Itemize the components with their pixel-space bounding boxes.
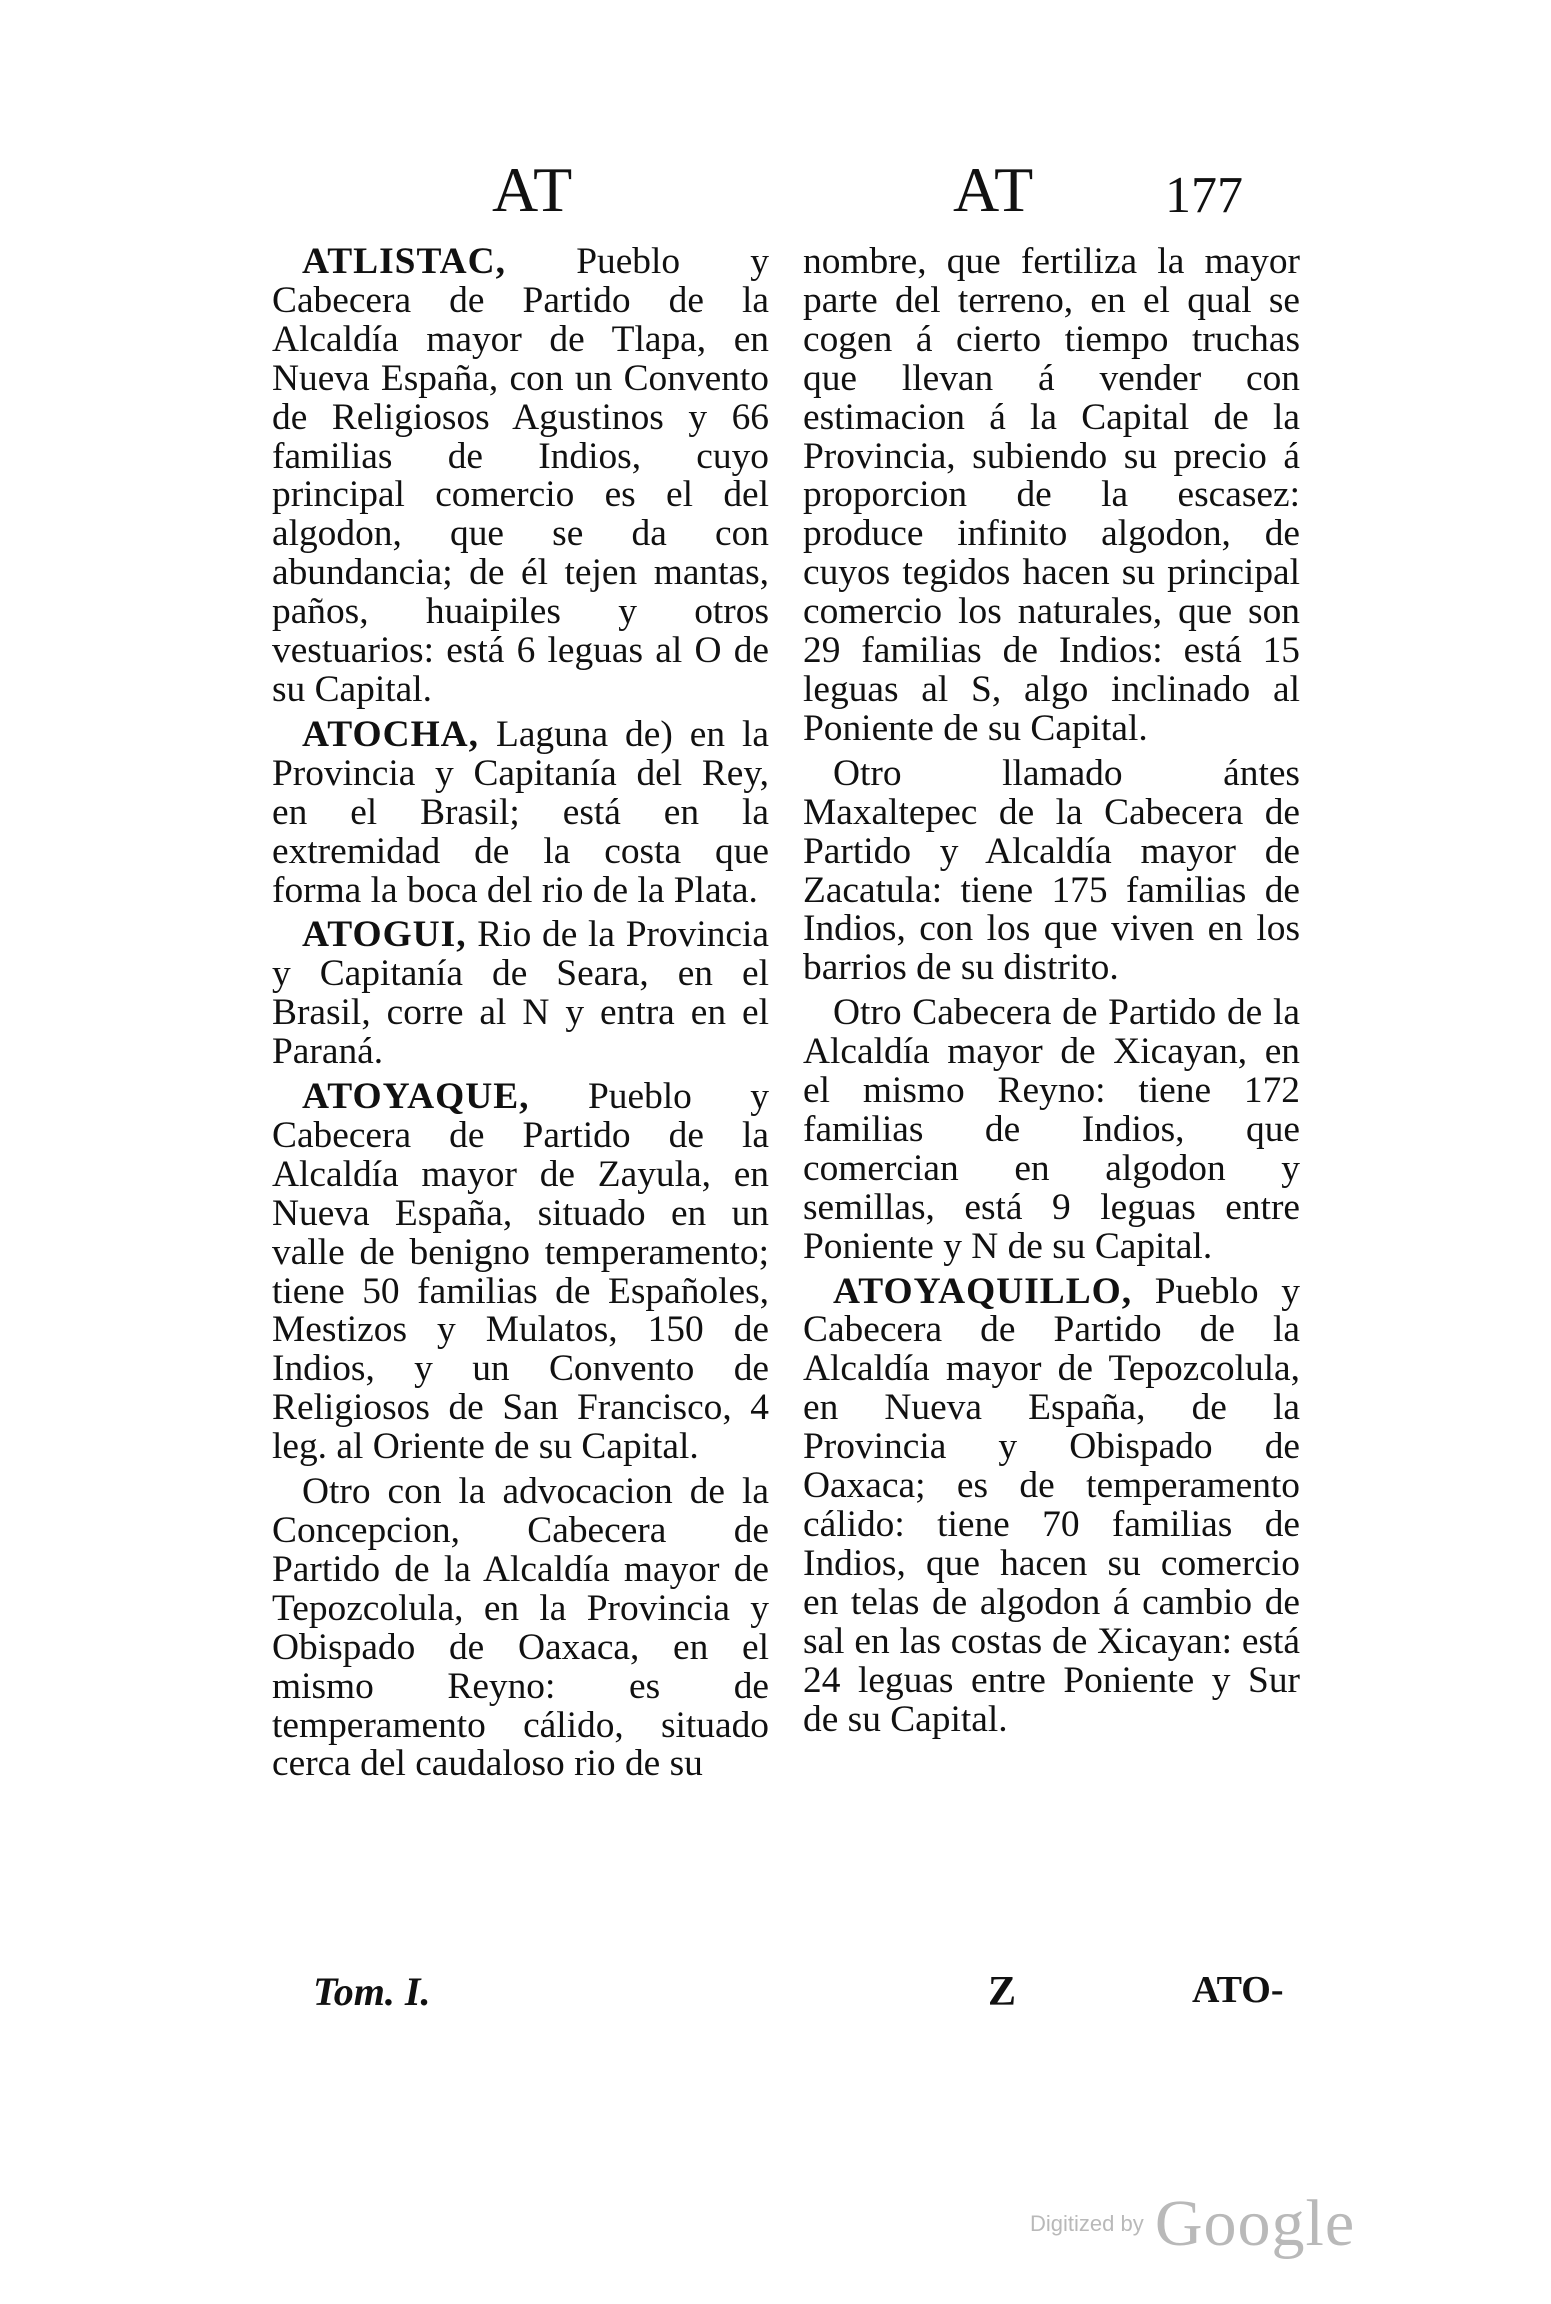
right-column: [803, 243, 1300, 1745]
entry-atoyaque: [272, 1078, 769, 1467]
entry-text: Otro llamado ántes Maxaltepec de la Cabecera de Partido y Alcaldía mayor de Zacatula: tiene 175 familias de Indios, con los que viven en los barrios de su distrito.: [803, 752, 1300, 989]
entry-text: Otro con la advocacion de la Concepcion, Cabecera de Partido de la Alcaldía mayor de Tepozcolula, en la Provincia y Obispado de Oaxaca, en el mismo Reyno: es de temperamento cálido, situado cerca del caudaloso rio de su: [272, 1471, 769, 1785]
headword: ATLISTAC,: [302, 241, 506, 282]
entry-text: Otro Cabecera de Partido de la Alcaldía mayor de Xicayan, en el mismo Reyno: tiene 172 familias de Indios, que comercian en algodon y semillas, está 9 leguas entre Poniente y N de su Capital.: [803, 992, 1300, 1267]
left-column: [272, 243, 769, 1790]
entry-text: Pueblo y Cabecera de Partido de la Alcaldía mayor de Tlapa, en Nueva España, con un Convento de Religiosos Agustinos y 66 familias de Indios, cuyo principal comercio es el del algodon, que se da con abundancia; de él tejen mantas, paños, huaipiles y otros vestuarios: está 6 leguas al O de su Capital.: [272, 241, 769, 710]
entry-atocha: [272, 713, 769, 911]
entry-text: nombre, que fertiliza la mayor parte del terreno, en el qual se cogen á cierto tiempo truchas que llevan á vender con estimacion á la Capital de la Provincia, subiendo su precio á proporcion de la escasez: produce infinito algodon, de cuyos tegidos hacen su principal comercio los naturales, que son 29 familias de Indios: está 15 leguas al S, algo inclinado al Poniente de su Capital.: [803, 241, 1300, 749]
entry-atoyaquillo: [803, 1270, 1300, 1740]
page-number: 177: [1165, 167, 1243, 224]
entry-text: Rio de la Provincia y Capitanía de Seara, en el Brasil, corre al N y entra en el Paraná.: [272, 914, 769, 1073]
entry-continuation: [803, 243, 1300, 749]
running-head-left: AT: [492, 154, 575, 225]
entry-otro-concepcion: [272, 1473, 769, 1784]
volume-signature: Tom. I.: [313, 1969, 431, 2014]
watermark-prefix: Digitized by: [1030, 2211, 1144, 2236]
running-head-right: AT: [953, 154, 1036, 225]
entry-atogui: [272, 916, 769, 1072]
headword: ATOYAQUE,: [302, 1076, 530, 1118]
entry-text: Pueblo y Cabecera de Partido de la Alcaldía mayor de Tepozcolula, en Nueva España, de la Provincia y Obispado de Oaxaca; es de temperamento cálido: tiene 70 familias de Indios, que hacen su comercio en telas de algodon á cambio de sal en las costas de Xicayan: está 24 leguas entre Poniente y Sur de su Capital.: [803, 1270, 1300, 1740]
entry-text: Laguna de) en la Provincia y Capitanía del Rey, en el Brasil; está en la extremidad de la costa que forma la boca del rio de la Plata.: [272, 713, 769, 911]
entry-text: Pueblo y Cabecera de Partido de la Alcaldía mayor de Zayula, en Nueva España, situado en un valle de benigno temperamento; tiene 50 familias de Españoles, Mestizos y Mulatos, 150 de Indios, y un Convento de Religiosos de San Francisco, 4 leg. al Oriente de su Capital.: [272, 1076, 769, 1468]
digitized-watermark: [1030, 2186, 1355, 2262]
entry-otro-maxaltepec: [803, 752, 1300, 989]
gathering-mark: Z: [988, 1969, 1017, 2015]
catchword: ATO-: [1192, 1969, 1284, 2011]
entry-atlistac: [272, 243, 769, 710]
google-logo: Google: [1154, 2187, 1356, 2260]
headword: ATOCHA,: [302, 713, 480, 755]
headword: ATOYAQUILLO,: [833, 1270, 1133, 1312]
headword: ATOGUI,: [302, 914, 467, 956]
entry-otro-xicayan: [803, 994, 1300, 1266]
